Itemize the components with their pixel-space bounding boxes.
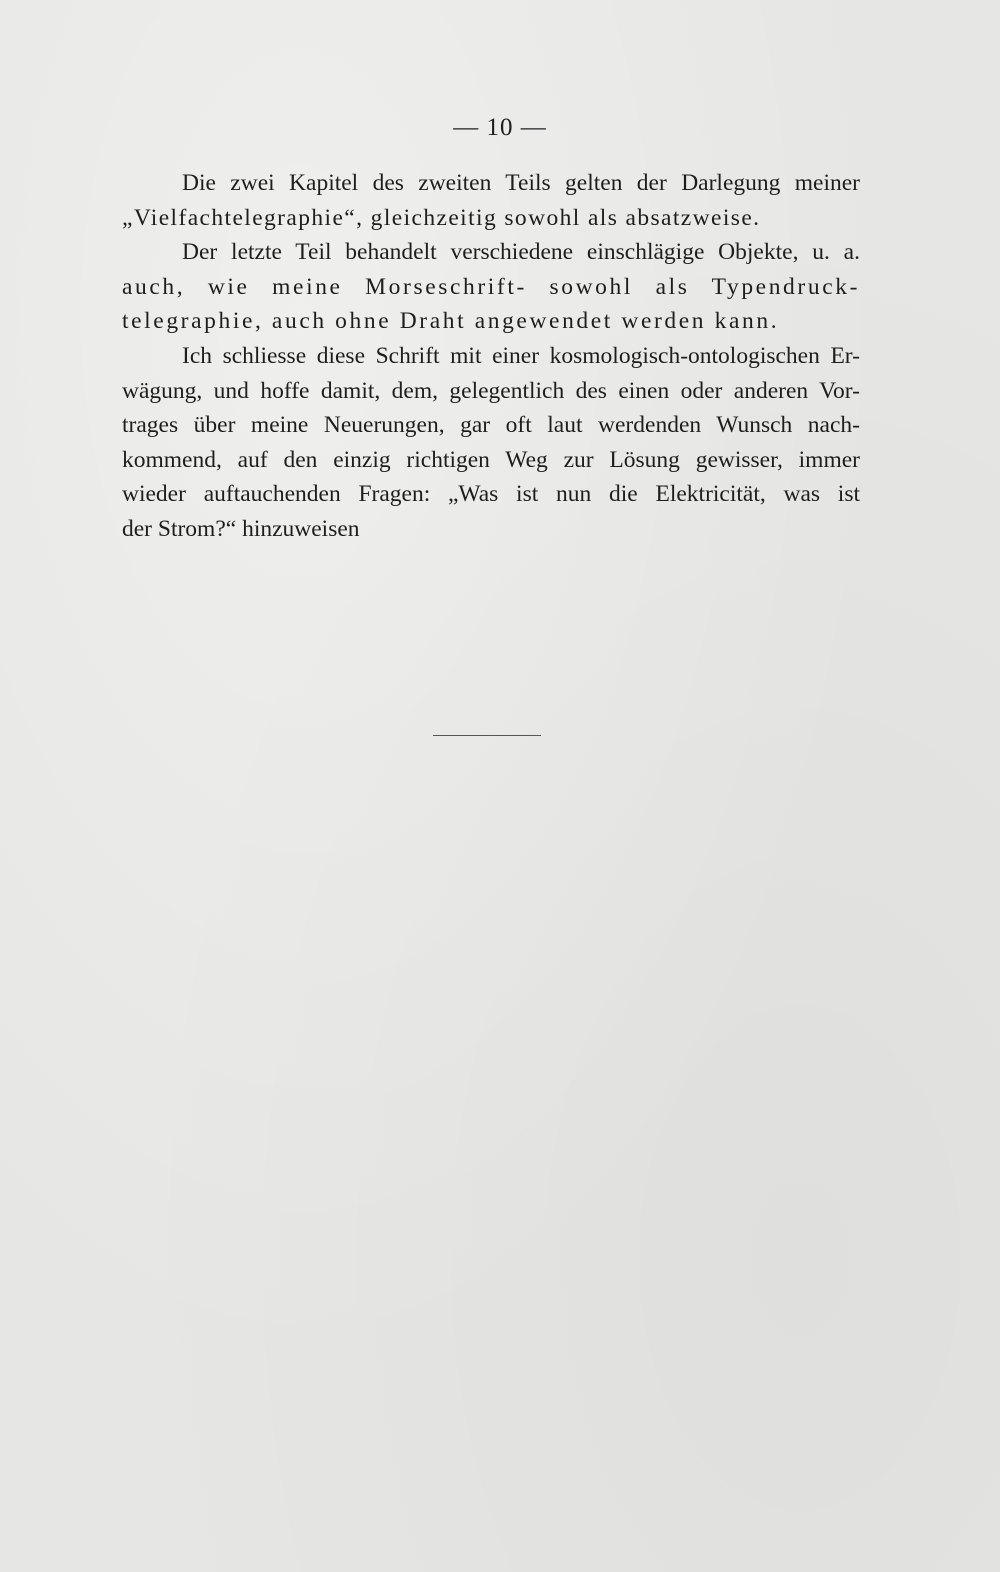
text-line: wieder auftauchenden Fragen: „Was ist nun die Elektricität, was ist [122,481,860,508]
text-line: der Strom?“ hinzuweisen [122,515,360,542]
section-divider [433,735,541,736]
text-line: kommend, auf den einzig richtigen Weg zur Lösung gewisser, immer [122,446,860,473]
text-line: trages über meine Neuerungen, gar oft laut werdenden Wunsch nach- [122,412,860,439]
text-line: telegraphie, auch ohne Draht angewendet werden kann. [122,308,780,335]
text-line: wägung, und hoffe damit, dem, gelegentlich des einen oder anderen Vor- [122,377,860,404]
page-number: — 10 — [453,114,547,141]
text-line: Ich schliesse diese Schrift mit einer kosmologisch-ontologischen Er- [182,342,860,369]
text-line-content: „Vielfachtelegraphie“, gleichzeitig sowohl als absatzweise. [122,204,761,231]
text-line: auch, wie meine Morseschrift- sowohl als Typendruck- [122,273,860,300]
body-text [122,166,860,547]
text-line: Der letzte Teil behandelt verschiedene einschlägige Objekte, u. a. [182,239,860,266]
text-line [122,201,860,236]
text-line: Die zwei Kapitel des zweiten Teils gelten der Darlegung meiner [182,170,860,196]
